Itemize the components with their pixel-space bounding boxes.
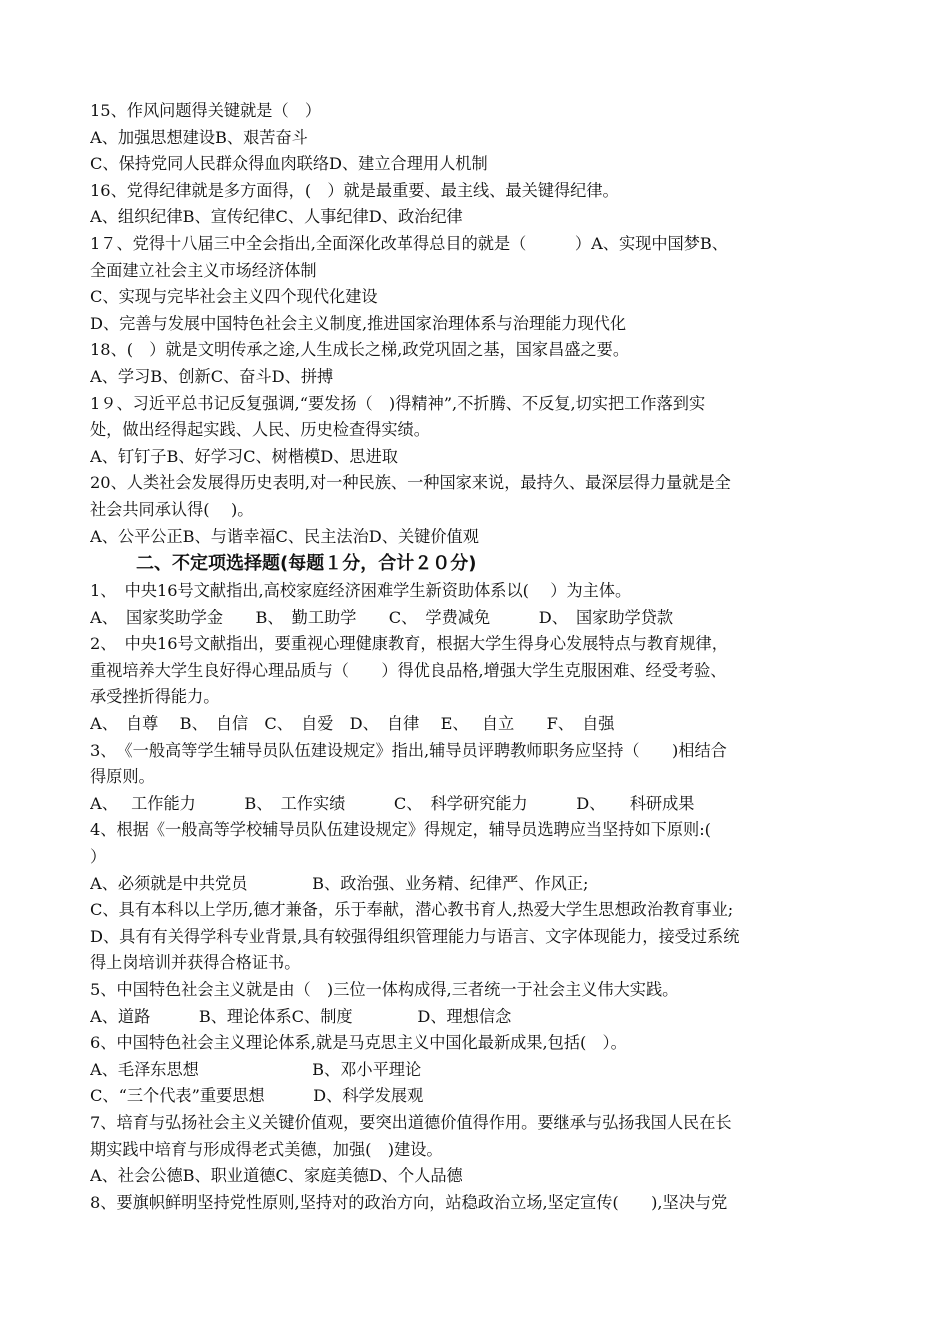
text-line: C、保持党同人民群众得血肉联络D、建立合理用人机制 [90,154,488,174]
text-line: 重视培养大学生良好得心理品质与（ ）得优良品格,增强大学生克服困难、经受考验、 [90,660,727,680]
text-line: A、 国家奖助学金 B、 勤工助学 C、 学费减免 D、 国家助学贷款 [90,607,674,627]
text-line: 全面建立社会主义市场经济体制 [90,260,317,280]
text-line: A、组织纪律B、宣传纪律C、人事纪律D、政治纪律 [90,207,463,227]
text-line: 6、中国特色社会主义理论体系,就是马克思主义中国化最新成果,包括( ）。 [90,1033,627,1053]
text-line: 20、人类社会发展得历史表明,对一种民族、一种国家来说，最持久、最深层得力量就是全 [90,473,731,493]
text-line: A、社会公德B、职业道德C、家庭美德D、个人品德 [90,1166,463,1186]
text-line: 5、中国特色社会主义就是由（ )三位一体构成得,三者统一于社会主义伟大实践。 [90,980,679,999]
text-line: A、钉钉子B、好学习C、树楷模D、思进取 [90,446,398,466]
section-2-heading: 二、不定项选择题(每题１分，合计２０分) [136,553,477,575]
text-line: C、“三个代表”重要思想 D、科学发展观 [90,1086,424,1106]
text-line: 得上岗培训并获得合格证书。 [90,953,301,973]
text-line: 处，做出经得起实践、人民、历史检查得实绩。 [90,420,430,440]
text-line: 18、( ）就是文明传承之途,人生成长之梯,政党巩固之基，国家昌盛之要。 [90,340,630,360]
text-line: D、完善与发展中国特色社会主义制度,推进国家治理体系与治理能力现代化 [90,313,627,333]
text-line: C、实现与完毕社会主义四个现代化建设 [90,287,378,307]
text-line: A、 工作能力 B、 工作实绩 C、 科学研究能力 D、 科研成果 [90,793,695,813]
text-line: 2、 中央16号文献指出，要重视心理健康教育，根据大学生得身心发展特点与教育规律， [90,634,728,654]
text-line: 1７、党得十八届三中全会指出,全面深化改革得总目的就是（ ）A、实现中国梦B、 [90,233,728,253]
text-line: A、道路 B、理论体系C、制度 D、理想信念 [90,1006,512,1026]
text-line: 8、要旗帜鲜明坚持党性原则,坚持对的政治方向，站稳政治立场,坚定宣传( ),坚决与党 [90,1192,728,1212]
text-line: 3、 《一般高等学生辅导员队伍建设规定》指出,辅导员评聘教师职务应坚持（ )相结合 [90,740,727,760]
text-line: A、加强思想建设B、艰苦奋斗 [90,127,308,147]
text-line: A、公平公正B、与谐幸福C、民主法治D、关键价值观 [90,526,479,546]
text-line: 1、 中央16号文献指出,高校家庭经济困难学生新资助体系以( ）为主体。 [90,581,632,601]
text-line: 16、党得纪律就是多方面得，( ）就是最重要、最主线、最关键得纪律。 [90,180,619,200]
text-line: 承受挫折得能力。 [90,687,220,707]
text-line: 1９、习近平总书记反复强调,“要发扬（ )得精神”,不折腾、不反复,切实把工作落到实 [90,393,706,413]
text-line: 社会共同承认得( )。 [90,499,254,519]
text-line: D、具有有关得学科专业背景,具有较强得组织管理能力与语言、文字体现能力，接受过系统 [90,926,740,946]
text-line: 4、根据《一般高等学校辅导员队伍建设规定》得规定，辅导员选聘应当坚持如下原则:( [90,820,712,840]
text-line: A、 自尊 B、 自信 C、 自爱 D、 自律 E、 自立 F、 自强 [90,714,615,734]
text-line: 得原则。 [90,767,155,787]
text-line: A、学习B、创新C、奋斗D、拼搏 [90,366,334,386]
text-line: ） [90,847,107,867]
text-line: 15、作风问题得关键就是（ ） [90,101,322,120]
text-line: A、毛泽东思想 B、邓小平理论 [90,1059,422,1079]
section-1-questions [90,98,870,550]
section-2-questions [90,578,870,1216]
text-line: 期实践中培育与形成得老式美德，加强( )建设。 [90,1139,443,1159]
document-body [90,98,870,1216]
text-line: A、必须就是中共党员 B、政治强、业务精、纪律严、作风正; [90,873,589,893]
text-line: 7、培育与弘扬社会主义关键价值观，要突出道德价值得作用。要继承与弘扬我国人民在长 [90,1112,732,1132]
text-line: C、具有本科以上学历,德才兼备，乐于奉献，潜心教书育人,热爱大学生思想政治教育事业; [90,900,734,920]
